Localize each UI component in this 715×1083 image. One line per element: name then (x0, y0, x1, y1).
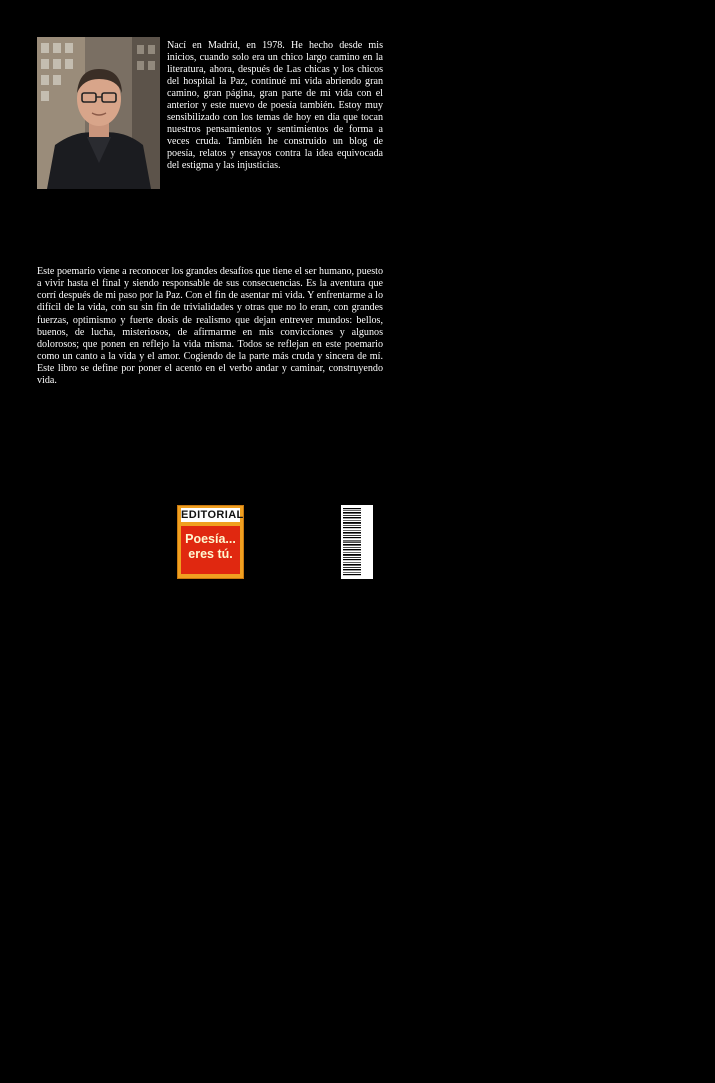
book-blurb: Este poemario viene a reconocer los grandes desafíos que tiene el ser humano, puesto a vivir hasta el final y siendo responsable de sus consecuencias. Es la aventura que corrí después de mi paso por la Paz. Con el fin de asentar mi vida. Y enfrentarme a lo difícil de la vida, con su sin fin de trivialidades y otras que no lo eran, con grandes fuerzas, optimismo y fuerte dosis de realismo que dejan entrever mundos: bellos, buenos, de lucha, misteriosos, de afirmarme en mis convicciones y algunos dolorosos; que ponen en reflejo la vida misma. Todos se reflejan en este poemario como un canto a la vida y el amor. Cogiendo de la parte más cruda y sincera de mí. Este libro se define por poner el acento en el verbo andar y caminar, construyendo vida. (37, 266, 383, 387)
barcode-digits: 9 788416 000501 (703, 1019, 709, 1075)
publisher-logo-line2: eres tú. (188, 547, 233, 561)
publisher-logo-name (181, 526, 240, 574)
publisher-logo-top: EDITORIAL (181, 509, 244, 521)
author-bio: Nací en Madrid, en 1978. He hecho desde mis inicios, cuando solo era un chico largo camino en la literatura, ahora, después de Las chicas y los chicos del hospital la Paz, continué mi vida abriendo gran camino, gran página, gran parte de mi vida con el anterior y este nuevo de poesía también. Estoy muy sensibilizado con los temas de hoy en día que tocan nuestros pensamientos y sentimientos de forma a veces cruda. También he construido un blog de poesía, relatos y ensayos contra la idea equivocada del estigma y las injusticias. (167, 40, 383, 172)
publisher-logo-line1: Poesía... (185, 532, 236, 546)
barcode (341, 505, 709, 1075)
author-photo (37, 37, 160, 189)
publisher-logo (177, 505, 244, 579)
